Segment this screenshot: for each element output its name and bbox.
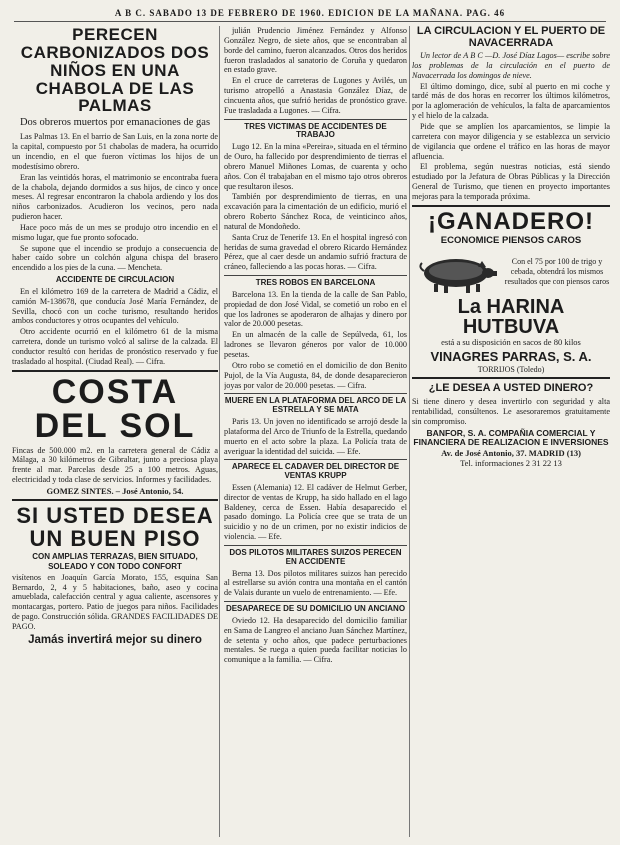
story-headline: DOS PILOTOS MILITARES SUIZOS PERECEN EN ACCIDENTE bbox=[229, 548, 402, 566]
column-right bbox=[412, 26, 610, 837]
story-paragraph: Barcelona 13. En la tienda de la calle de San Pablo, propiedad de don José Vidal, se cometió un robo en el que los ladrones se apoderaron de alhajas y dinero por valor de 20.000 pesetas. bbox=[224, 289, 407, 329]
divider bbox=[12, 370, 218, 372]
story-headline: DESAPARECE DE SU DOMICILIO UN ANCIANO bbox=[225, 604, 406, 614]
divider bbox=[224, 275, 407, 276]
story-intro: Un lector de A B C —D. José Díaz Lagos— escribe sobre los problemas de la circulación en el puerto de Navacerrada los domingos de nieve. bbox=[412, 51, 610, 80]
divider bbox=[224, 459, 407, 460]
ad-maker: VINAGRES PARRAS, S. A. bbox=[430, 348, 592, 364]
story-paragraph: julián Prudencio Jiménez Fernández y Alfonso González Negro, de siete años, que se encontraban al borde del camino, fueron alcanzados. Otros dos heridos fueron trasladados al sanatorio de Coruña y quedaron en estado grave. bbox=[224, 26, 407, 75]
divider bbox=[224, 119, 407, 120]
column-rule bbox=[219, 26, 220, 837]
column-rule bbox=[409, 26, 410, 837]
story-paragraph: Las Palmas 13. En el barrio de San Luis, en la zona norte de la capital, compuesto por 51 chabolas de madera, ha ocurrido un incendio, en el que fueron víctimas los hijos de un modestísimo obrero. bbox=[12, 132, 218, 171]
story-paragraph: Oviedo 12. Ha desaparecido del domicilio familiar en Sama de Langreo el anciano Juan Sánchez Martínez, de setenta y ocho años, que padece perturbaciones mentales. Se ruega a quien pueda facilitar noticias lo comunique a la familia. — Cifra. bbox=[224, 615, 407, 665]
ad-pig-block bbox=[412, 249, 610, 295]
pig-icon bbox=[412, 249, 500, 295]
story-headline: ACCIDENTE DE CIRCULACION bbox=[55, 275, 175, 285]
story-headline: LA CIRCULACION Y EL PUERTO DE NAVACERRADA bbox=[416, 26, 606, 49]
story-paragraph: Pide que se amplíen los aparcamientos, se limpie la carretera con mayor diligencia y se establezca un servicio de vigilancia que ordene el tráfico en las horas de mayor afluencia. bbox=[412, 122, 610, 161]
story-paragraph: Paris 13. Un joven no identificado se arrojó desde la plataforma del Arco de Triunfo de la Estrella, quedando muerto en el acto sobre la plaza. La Policía trata de averiguar la identidad del suicida. — Efe. bbox=[224, 416, 407, 456]
divider bbox=[224, 393, 407, 394]
running-head: A B C. SABADO 13 DE FEBRERO DE 1960. EDICION DE LA MAÑANA. PAG. 46 bbox=[14, 8, 606, 22]
ad-company: BANFOR, S. A. COMPAÑIA COMERCIAL Y FINANCIERA DE REALIZACION E INVERSIONES bbox=[413, 427, 609, 448]
story-headline: TRES VICTIMAS DE ACCIDENTES DE TRABAJO bbox=[244, 121, 387, 140]
ad-place: TORRIJOS (Toledo) bbox=[477, 364, 545, 374]
ad-body: Si tiene dinero y desea invertirlo con seguridad y alta rentabilidad, consúltenos. Le asesoraremos gratuitamente sin compromiso. bbox=[412, 397, 610, 426]
ad-title: ¡GANADERO! bbox=[428, 207, 594, 235]
story-paragraph: El problema, según nuestras noticias, está siendo estudiado por la Jefatura de Obras Públicas y la Dirección General de Turismo, que tienen en proyecto importantes mejoras para la temporada próxima. bbox=[412, 162, 610, 201]
story-paragraph: Eran las veintidós horas, el matrimonio se encontraba fuera de la chabola, dejando dormidos a sus hijos, de cinco y once meses. Al regresar encontraron la chabola ardiendo y los dos niños carbonizados. Acudieron los vecinos, pero nada pudieron hacer. bbox=[12, 172, 218, 222]
story-headline: MUERE EN LA PLATAFORMA DEL ARCO DE LA ESTRELLA Y SE MATA bbox=[224, 396, 407, 415]
ad-brand-line: está a su disposición en sacos de 80 kilos bbox=[441, 336, 581, 347]
story-paragraph: Lugo 12. En la mina «Pereira», situada en el término de Ouro, ha fallecido por desprendimiento de tierras el obrero Manuel Miñones Lomas, de cuarenta y ocho años. Con él trabajaban en el mismo tajo otros obreros que resultaron ilesos. bbox=[224, 142, 407, 191]
story-paragraph: Essen (Alemania) 12. El cadáver de Helmut Gerber, director de ventas de Krupp, ha sido hallado en el lago Baldeney, cerca de Essen. Había desaparecido el pasado domingo. La Policía cree que se trata de un suicidio y no de un crimen, por no existir indicios de violencia. — Efe. bbox=[224, 482, 407, 542]
story-paragraph: En un almacén de la calle de Sepúlveda, 61, los ladrones se llevaron géneros por valor de 10.000 pesetas. bbox=[224, 330, 407, 360]
ad-brand: La HARINA HUTBUVA bbox=[457, 295, 565, 338]
ad-features: CON AMPLIAS TERRAZAS, BIEN SITUADO, SOLEADO Y CON TODO CONFORT bbox=[32, 552, 198, 571]
divider bbox=[12, 499, 218, 501]
ad-title: COSTA DEL SOL bbox=[34, 372, 196, 445]
story-headline: APARECE EL CADAVER DEL DIRECTOR DE VENTAS KRUPP bbox=[231, 462, 400, 481]
story-paragraph: En el cruce de carreteras de Lugones y Avilés, un turismo atropelló a Anastasia González Díaz, de cincuenta años, que sufrió heridas de pronóstico grave. Fue trasladada a Lugones. — Cifra. bbox=[224, 76, 407, 115]
divider bbox=[412, 205, 610, 207]
ad-footer: Jamás invertirá mejor su dinero bbox=[28, 633, 202, 646]
ad-contact: GOMEZ SINTES. – José Antonio, 54. bbox=[46, 486, 184, 497]
story-paragraph: En el kilómetro 169 de la carretera de Madrid a Cádiz, el camión M-138678, que conducía José María Fernández, de Sevilla, chocó con un coche turismo, resultando heridos ambos conductores y otros ocupantes del vehículo. bbox=[12, 286, 218, 326]
ad-title: SI USTED DESEA UN BUEN PISO bbox=[16, 503, 214, 552]
story-subhead: Dos obreros muertos por emanaciones de gas bbox=[19, 117, 211, 129]
ad-body: visítenos en Joaquín García Morato, 155, esquina San Bernardo, 2, 4 y 5 habitaciones, baño, aseo y cocina amueblada, calefacción central y agua caliente, ascensores y montacargas, portero. Patio de juegos para niños. Facilidades de pago. Construcción sólida. GRANDES FACILIDADES DE PAGO. bbox=[12, 572, 218, 631]
column-middle bbox=[224, 26, 407, 837]
story-paragraph: El último domingo, dice, subí al puerto en mi coche y tardé más de dos horas en recorrer los últimos kilómetros, por la aglomeración de vehículos, la falta de aparcamientos y el hielo de la calzada. bbox=[412, 81, 610, 121]
story-headline: PERECEN CARBONIZADOS DOS NIÑOS EN UNA CHABOLA DE LAS PALMAS bbox=[20, 26, 210, 116]
story-paragraph: Hace poco más de un mes se produjo otro incendio en el mismo lugar, que fue pronto sofocado. bbox=[12, 222, 218, 242]
ad-footer: Tel. informaciones 2 31 22 13 bbox=[460, 458, 562, 469]
story-paragraph: También por desprendimiento de tierras, en una excavación para la cimentación de un edificio, murió el obrero Roberto Sánchez Roca, de veinticinco años, natural de Mondoñedo. bbox=[224, 192, 407, 231]
story-paragraph: Berna 13. Dos pilotos militares suizos han perecido al estrellarse su avión contra una montaña en el cantón de Valais durante un vuelo de entrenamiento. — Efe. bbox=[224, 568, 407, 598]
story-paragraph: Otro accidente ocurrió en el kilómetro 61 de la misma carretera, donde un turismo volcó al salirse de la calzada. El conductor resultó con heridas de pronóstico reservado y fue trasladado al hospital. (Ciudad Real). — Cifra. bbox=[12, 327, 218, 366]
ad-subtitle: ECONOMICE PIENSOS CAROS bbox=[440, 234, 582, 246]
divider bbox=[224, 601, 407, 602]
ad-address: Av. de José Antonio, 37. MADRID (13) bbox=[441, 448, 581, 459]
divider bbox=[224, 545, 407, 546]
story-paragraph: Se supone que el incendio se produjo a consecuencia de haber caído sobre un colchón alguna chispa del brasero encendido a los pies de la cuna. — Mencheta. bbox=[12, 243, 218, 273]
story-headline: TRES ROBOS EN BARCELONA bbox=[255, 278, 376, 288]
column-left bbox=[12, 26, 218, 837]
story-paragraph: Otro robo se cometió en el domicilio de don Benito Pujol, de la Vía Augusta, 84, de donde desaparecieron joyas por valor de 20.000 pesetas. — Cifra. bbox=[224, 360, 407, 390]
story-paragraph: Santa Cruz de Tenerife 13. En el hospital ingresó con heridas de suma gravedad el obrero Ricardo Hernández Pérez, que al caer desde un andamio sufrió fractura de cráneo, falleciendo a las pocas horas. — Cifra. bbox=[224, 232, 407, 272]
ad-body: Fincas de 500.000 m2. en la carretera general de Cádiz a Málaga, a 30 kilómetros de Gibraltar, junto a preciosa playa frente al mar. Parcelas desde 25 a 100 metros. Aguas, electricidad y toda clase de servicios. Informes y facilidades. bbox=[12, 445, 218, 485]
ad-title: ¿LE DESEA A USTED DINERO? bbox=[428, 382, 594, 395]
divider bbox=[412, 377, 610, 379]
ad-pig-text: Con el 75 por 100 de trigo y cebada, obtendrá los mismos resultados que con piensos caros bbox=[504, 256, 610, 286]
